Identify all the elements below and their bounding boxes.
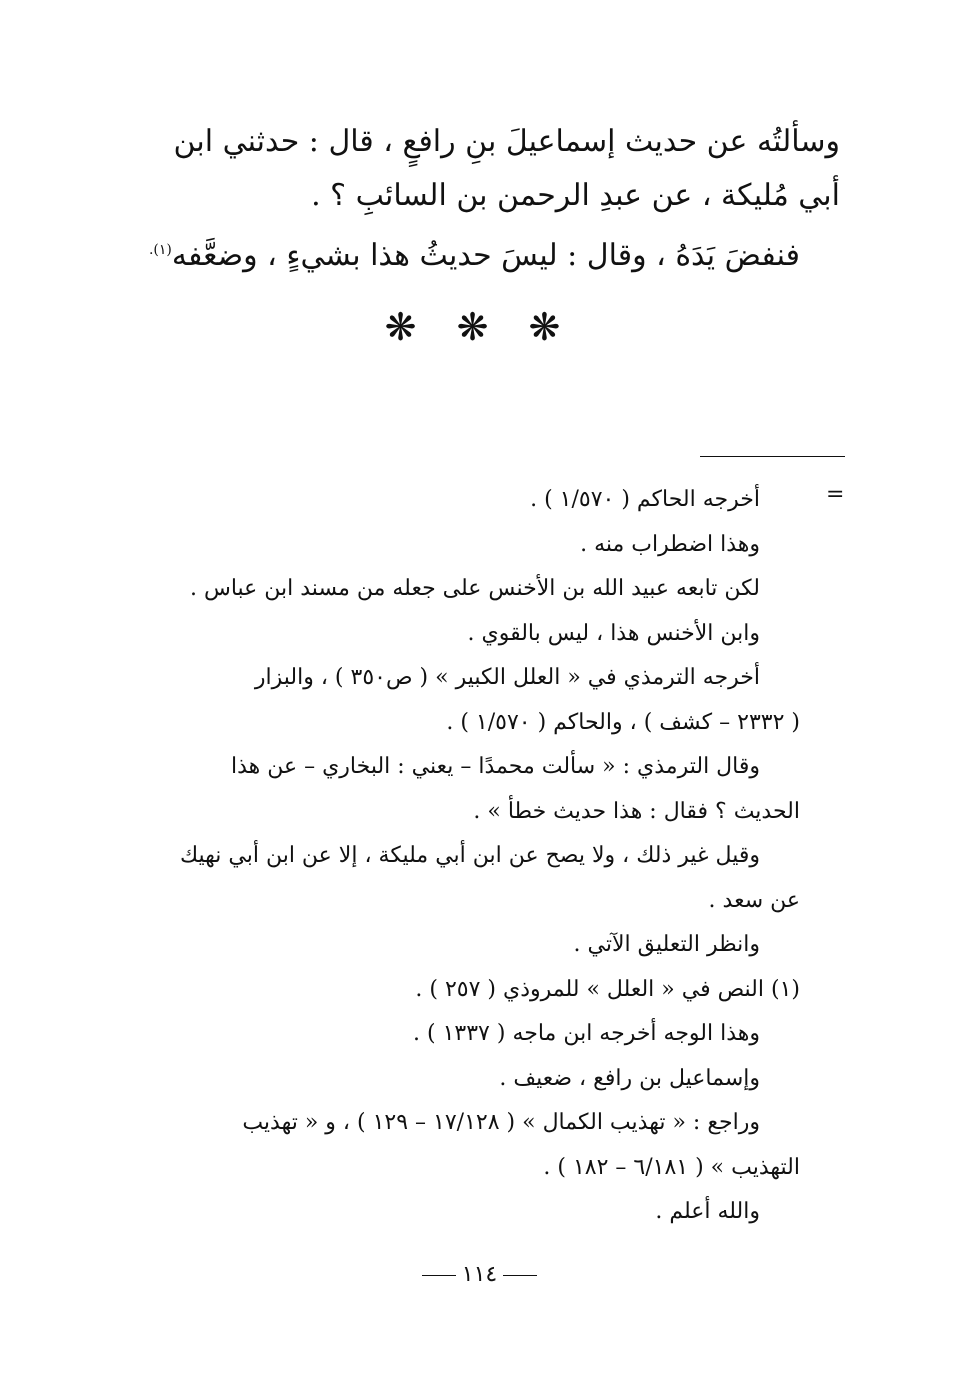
- footnote-line: [120, 968, 800, 1013]
- main-line-1: وسألتُه عن حديث إسماعيلَ بنِ رافعٍ ، قال : حدثني ابن: [173, 124, 840, 159]
- footnote-line: وهذا اضطراب منه .: [580, 531, 760, 557]
- footnote-1-line: النص في « العلل » للمروذي ( ٢٥٧ ) .: [415, 976, 764, 1002]
- footnote-rule: [700, 456, 845, 457]
- footnote-line: ( ٢٣٣٢ – كشف ) ، والحاكم ( ١/٥٧٠ ) .: [446, 709, 800, 735]
- main-line-3: [120, 223, 840, 283]
- footnotes: [120, 478, 800, 1235]
- footnote-line: الحديث ؟ فقال : هذا حديث خطأ » .: [473, 798, 800, 824]
- main-line-3-text: فنفضَ يَدَهُ ، وقال : ليسَ حديثُ هذا بشيءٍ ، وضعَّفه: [171, 238, 800, 273]
- footnote-line: أخرجه الحاكم ( ١/٥٧٠ ) .: [530, 487, 760, 512]
- footnote-line: أخرجه الترمذي في « العلل الكبير » ( ص٣٥٠ ) ، والبزار: [254, 665, 760, 690]
- section-separator: ❋ ❋ ❋: [384, 305, 575, 349]
- footnote-line: وقيل غير ذلك ، ولا يصح عن ابن أبي مليكة ، إلا عن ابن أبي نهيك: [179, 843, 760, 868]
- footnote-line: لكن تابعه عبيد الله بن الأخنس على جعله من مسند ابن عباس .: [189, 576, 760, 601]
- main-text: [120, 115, 840, 283]
- footnote-1-line: وهذا الوجه أخرجه ابن ماجه ( ١٣٣٧ ) .: [413, 1021, 760, 1046]
- page-number: [0, 1262, 959, 1287]
- footnote-1-line: وراجع : « تهذيب الكمال » ( ١٧/١٢٨ – ١٢٩ ) ، و « تهذيب: [242, 1110, 760, 1135]
- footnote-ref-1: (١).: [148, 242, 172, 258]
- footnote-line: عن سعد .: [708, 887, 800, 913]
- main-line-2: أبي مُليكة ، عن عبدِ الرحمن بن السائبِ ؟ .: [311, 178, 840, 213]
- page-number-text: ١١٤: [461, 1262, 498, 1287]
- footnote-1-line: التهذيب » ( ٦/١٨١ – ١٨٢ ) .: [543, 1154, 800, 1180]
- footnote-line: وانظر التعليق الآتي .: [573, 932, 760, 957]
- dash-right: [503, 1275, 537, 1276]
- footnote-line: وابن الأخنس هذا ، ليس بالقوي .: [467, 620, 760, 646]
- footnote-1-line: والله أعلم .: [655, 1199, 760, 1224]
- continuation-mark: =: [826, 482, 845, 507]
- footnote-marker: (١): [770, 976, 800, 1002]
- footnote-line: وقال الترمذي : « سألت محمدًا – يعني : البخاري – عن هذا: [230, 754, 760, 779]
- footnote-1-line: وإسماعيل بن رافع ، ضعيف .: [499, 1065, 760, 1091]
- dash-left: [422, 1275, 456, 1276]
